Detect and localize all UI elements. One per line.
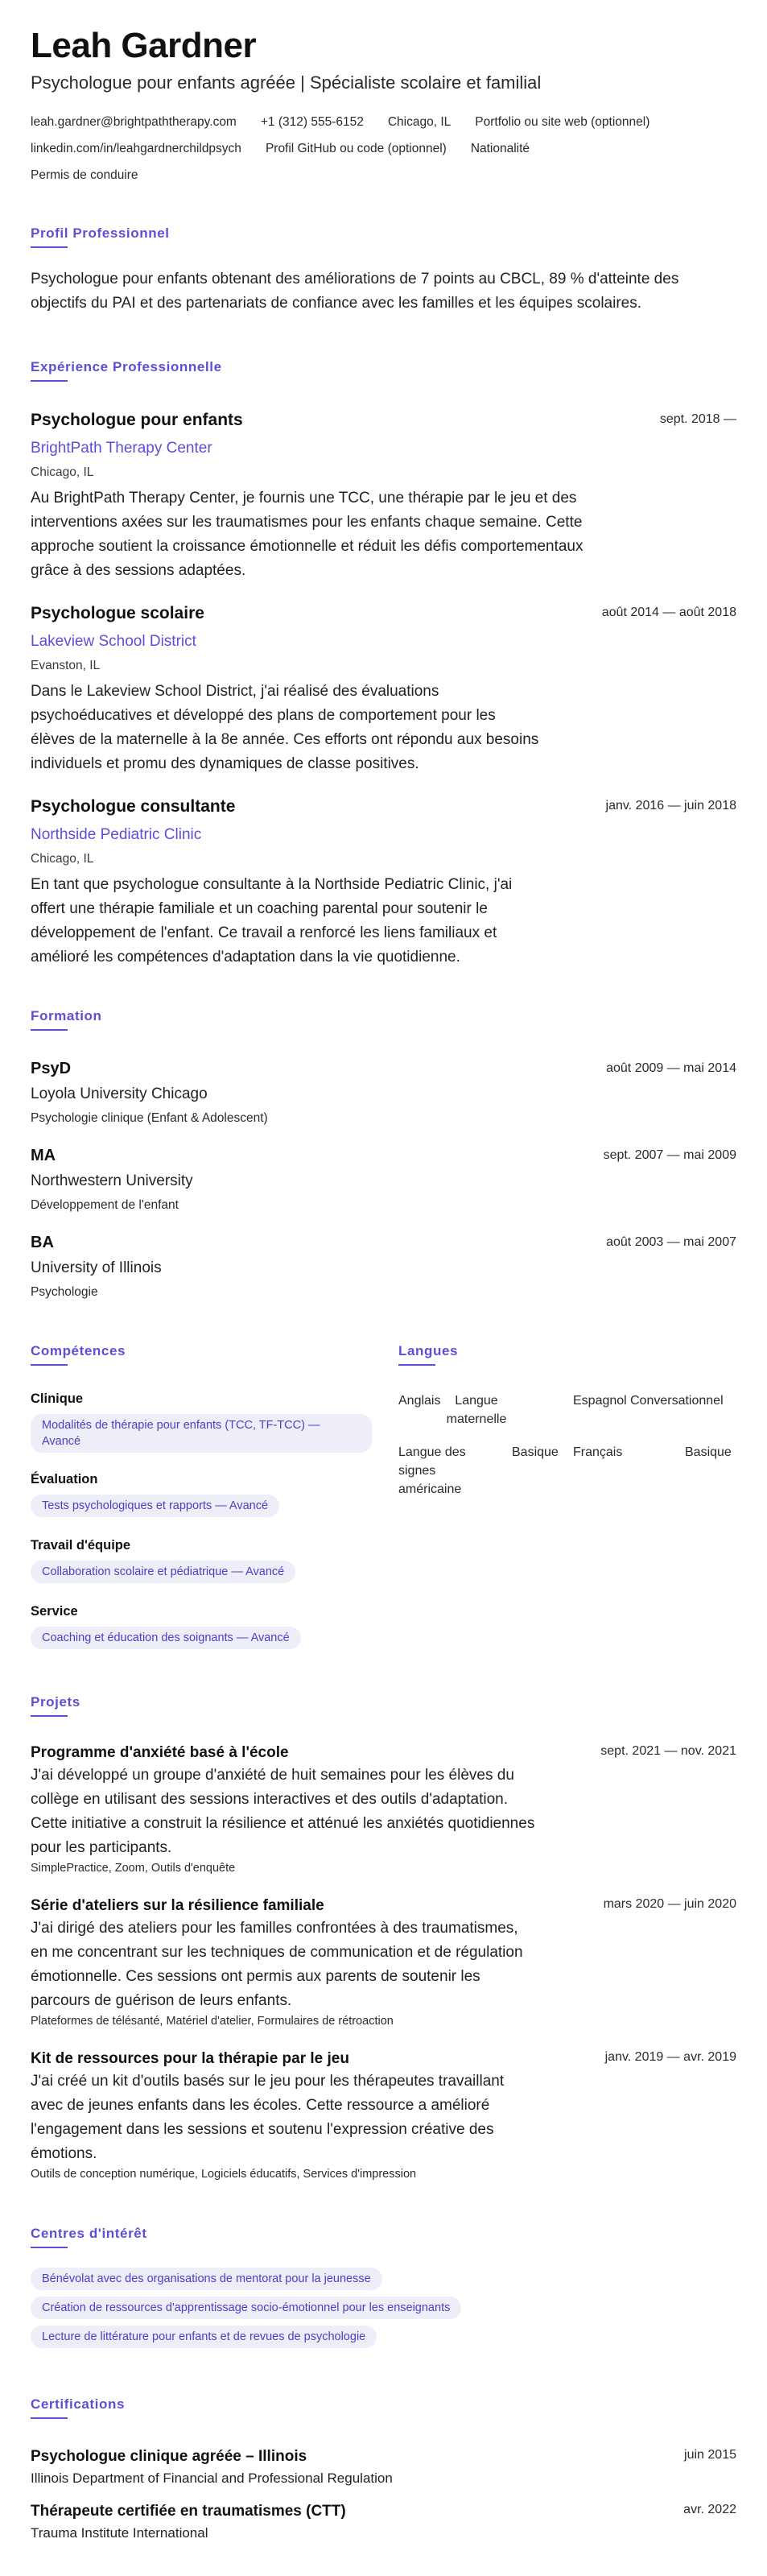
contact-linkedin[interactable]: linkedin.com/in/leahgardnerchildpsych xyxy=(31,142,241,155)
description-line: émotionnelle. Ces sessions ont permis aux parents de soutenir les xyxy=(31,1968,480,1985)
project-title: Série d'ateliers sur la résilience familiale xyxy=(31,1897,324,1914)
section-divider xyxy=(31,2247,68,2248)
job-dates: août 2014 — août 2018 xyxy=(601,606,736,619)
certification-title: Psychologue clinique agréée – Illinois xyxy=(31,2448,307,2465)
contact-location: Chicago, IL xyxy=(387,115,452,129)
section-divider xyxy=(31,2417,68,2419)
project-title: Kit de ressources pour la thérapie par le jeu xyxy=(31,2050,349,2067)
education-degree: MA xyxy=(31,1147,56,1164)
language-level-line: Langue xyxy=(455,1394,498,1408)
education-dates: sept. 2007 — mai 2009 xyxy=(603,1148,736,1162)
interest-chip: Bénévolat avec des organisations de mentorat pour la jeunesse xyxy=(31,2268,382,2290)
language-name: Anglais xyxy=(398,1394,441,1408)
candidate-subtitle: Psychologue pour enfants agréée | Spécialiste scolaire et familial xyxy=(31,72,542,93)
job-dates: janv. 2016 — juin 2018 xyxy=(605,799,736,812)
job-title: Psychologue scolaire xyxy=(31,604,204,622)
skill-chip: Coaching et éducation des soignants — Avancé xyxy=(31,1627,301,1649)
description-line: Cette initiative a construit la résilience et atténué les anxiétés quotidiennes xyxy=(31,1815,535,1832)
skill-category: Travail d'équipe xyxy=(31,1538,131,1553)
education-school: Loyola University Chicago xyxy=(31,1085,208,1102)
section-title-education: Formation xyxy=(31,1008,102,1023)
description-line: individuels et promu des dynamiques de classe positives. xyxy=(31,755,419,772)
job-company: BrightPath Therapy Center xyxy=(31,440,212,457)
project-dates: janv. 2019 — avr. 2019 xyxy=(604,2050,736,2064)
contact-nationality: Nationalité xyxy=(470,142,530,155)
contact-phone[interactable]: +1 (312) 555-6152 xyxy=(260,115,364,129)
skill-category: Service xyxy=(31,1604,78,1619)
education-school: Northwestern University xyxy=(31,1172,193,1189)
job-location: Chicago, IL xyxy=(31,852,94,866)
section-title-interests: Centres d'intérêt xyxy=(31,2226,147,2241)
contact-license: Permis de conduire xyxy=(31,168,138,182)
language-level: Basique xyxy=(685,1445,732,1459)
description-line: pour les participants. xyxy=(31,1839,172,1856)
description-line: Au BrightPath Therapy Center, je fournis une TCC, une thérapie par le jeu et des xyxy=(31,490,577,507)
project-description xyxy=(31,1916,523,2013)
section-title-skills: Compétences xyxy=(31,1343,126,1358)
candidate-name: Leah Gardner xyxy=(31,26,257,65)
contact-email[interactable]: leah.gardner@brightpaththerapy.com xyxy=(31,115,237,129)
skill-chip xyxy=(31,1414,372,1453)
language-level xyxy=(444,1391,509,1429)
job-description xyxy=(31,486,583,583)
job-location: Chicago, IL xyxy=(31,465,94,479)
education-school: University of Illinois xyxy=(31,1259,162,1276)
section-divider xyxy=(398,1364,435,1366)
project-tools: SimplePractice, Zoom, Outils d'enquête xyxy=(31,1862,236,1875)
section-title-experience: Expérience Professionnelle xyxy=(31,359,222,374)
description-line: l'engagement dans les sessions et soutenu l'expression créative des xyxy=(31,2121,494,2138)
job-company: Northside Pediatric Clinic xyxy=(31,826,202,843)
description-line: En tant que psychologue consultante à la Northside Pediatric Clinic, j'ai xyxy=(31,876,513,893)
certification-date: juin 2015 xyxy=(684,2448,736,2462)
description-line: amélioré les compétences d'adaptation dans la vie quotidienne. xyxy=(31,949,460,965)
education-field: Psychologie xyxy=(31,1285,98,1299)
project-dates: mars 2020 — juin 2020 xyxy=(603,1897,736,1911)
education-degree: PsyD xyxy=(31,1060,72,1077)
description-line: élèves de la maternelle à la 8e année. Ces efforts ont répondu aux besoins xyxy=(31,731,539,748)
description-line: collège en utilisant des sessions interactives et des outils d'adaptation. xyxy=(31,1791,508,1808)
description-line: développement de l'enfant. Ce travail a renforcé les liens familiaux et xyxy=(31,924,497,941)
skill-category: Évaluation xyxy=(31,1472,98,1486)
education-field: Développement de l'enfant xyxy=(31,1198,179,1212)
interest-chip: Lecture de littérature pour enfants et de revues de psychologie xyxy=(31,2326,377,2348)
project-description xyxy=(31,1764,534,1860)
job-company: Lakeview School District xyxy=(31,633,196,650)
project-title: Programme d'anxiété basé à l'école xyxy=(31,1744,289,1761)
skill-chip-line: Modalités de thérapie pour enfants (TCC, TF-TCC) — xyxy=(42,1419,320,1432)
language-name-line: américaine xyxy=(398,1482,462,1496)
description-line: psychoéducatives et développé des plans de comportement pour les xyxy=(31,707,496,724)
language-name-line: signes xyxy=(398,1464,436,1478)
section-divider xyxy=(31,380,68,382)
section-title-projects: Projets xyxy=(31,1694,80,1710)
contact-row xyxy=(31,115,649,130)
language-name: Français xyxy=(573,1445,623,1459)
education-degree: BA xyxy=(31,1234,54,1251)
language-level-line: maternelle xyxy=(446,1412,507,1426)
profile-line: objectifs du PAI et des partenariats de confiance avec les familles et les équipes scolaires. xyxy=(31,295,641,312)
project-description xyxy=(31,2069,504,2166)
description-line: J'ai développé un groupe d'anxiété de huit semaines pour les élèves du xyxy=(31,1767,514,1784)
description-line: avec de jeunes enfants dans les écoles. Cette ressource a amélioré xyxy=(31,2097,490,2114)
section-divider xyxy=(31,1715,68,1717)
section-title-profile: Profil Professionnel xyxy=(31,225,170,241)
job-location: Evanston, IL xyxy=(31,659,101,672)
project-tools: Outils de conception numérique, Logiciels éducatifs, Services d'impression xyxy=(31,2168,417,2181)
description-line: J'ai créé un kit d'outils basés sur le jeu pour les thérapeutes travaillant xyxy=(31,2073,505,2090)
contact-github[interactable]: Profil GitHub ou code (optionnel) xyxy=(265,142,447,155)
project-dates: sept. 2021 — nov. 2021 xyxy=(600,1744,736,1758)
skill-category: Clinique xyxy=(31,1391,84,1406)
job-dates: sept. 2018 — xyxy=(659,412,736,426)
certification-issuer: Illinois Department of Financial and Professional Regulation xyxy=(31,2471,393,2486)
job-description xyxy=(31,873,512,970)
education-field: Psychologie clinique (Enfant & Adolescent) xyxy=(31,1111,268,1125)
skill-chip: Tests psychologiques et rapports — Avancé xyxy=(31,1495,279,1517)
language-name: Espagnol xyxy=(573,1394,627,1408)
description-line: Dans le Lakeview School District, j'ai réalisé des évaluations xyxy=(31,683,439,700)
description-line: parcours de guérison de leurs enfants. xyxy=(31,1992,292,2009)
contact-portfolio[interactable]: Portfolio ou site web (optionnel) xyxy=(475,115,650,129)
section-divider xyxy=(31,1029,68,1031)
certification-title: Thérapeute certifiée en traumatismes (CTT) xyxy=(31,2503,346,2520)
description-line: J'ai dirigé des ateliers pour les familles confrontées à des traumatismes, xyxy=(31,1920,518,1937)
education-dates: août 2009 — mai 2014 xyxy=(606,1061,736,1075)
education-dates: août 2003 — mai 2007 xyxy=(606,1235,736,1249)
section-divider xyxy=(31,246,68,248)
description-line: interventions axées sur les traumatismes pour les enfants chaque semaine. Cette xyxy=(31,514,583,531)
description-line: offert une thérapie familiale et un coaching parental pour soutenir le xyxy=(31,900,488,917)
description-line: émotions. xyxy=(31,2145,97,2162)
language-name xyxy=(398,1443,466,1499)
contact-row xyxy=(31,142,530,156)
profile-text xyxy=(31,267,678,316)
description-line: grâce à des sessions adaptées. xyxy=(31,562,246,579)
profile-line: Psychologue pour enfants obtenant des améliorations de 7 points au CBCL, 89 % d'atteinte des xyxy=(31,271,679,287)
project-tools: Plateformes de télésanté, Matériel d'atelier, Formulaires de rétroaction xyxy=(31,2015,394,2028)
section-title-languages: Langues xyxy=(398,1343,459,1358)
interest-chip: Création de ressources d'apprentissage socio-émotionnel pour les enseignants xyxy=(31,2297,461,2319)
certification-date: avr. 2022 xyxy=(683,2503,736,2516)
certification-issuer: Trauma Institute International xyxy=(31,2525,208,2541)
job-title: Psychologue pour enfants xyxy=(31,411,243,429)
job-description xyxy=(31,680,538,776)
section-title-certifications: Certifications xyxy=(31,2396,126,2412)
contact-row xyxy=(31,168,138,183)
section-divider xyxy=(31,1364,68,1366)
skill-chip: Collaboration scolaire et pédiatrique — Avancé xyxy=(31,1561,295,1583)
job-title: Psychologue consultante xyxy=(31,797,236,816)
language-level: Conversationnel xyxy=(630,1394,724,1408)
skill-chip-line: Avancé xyxy=(42,1435,81,1448)
description-line: en me concentrant sur les techniques de communication et de régulation xyxy=(31,1944,523,1961)
description-line: approche soutient la croissance émotionnelle et réduit les défis comportementaux xyxy=(31,538,583,555)
language-level: Basique xyxy=(512,1445,559,1459)
language-name-line: Langue des xyxy=(398,1445,466,1459)
